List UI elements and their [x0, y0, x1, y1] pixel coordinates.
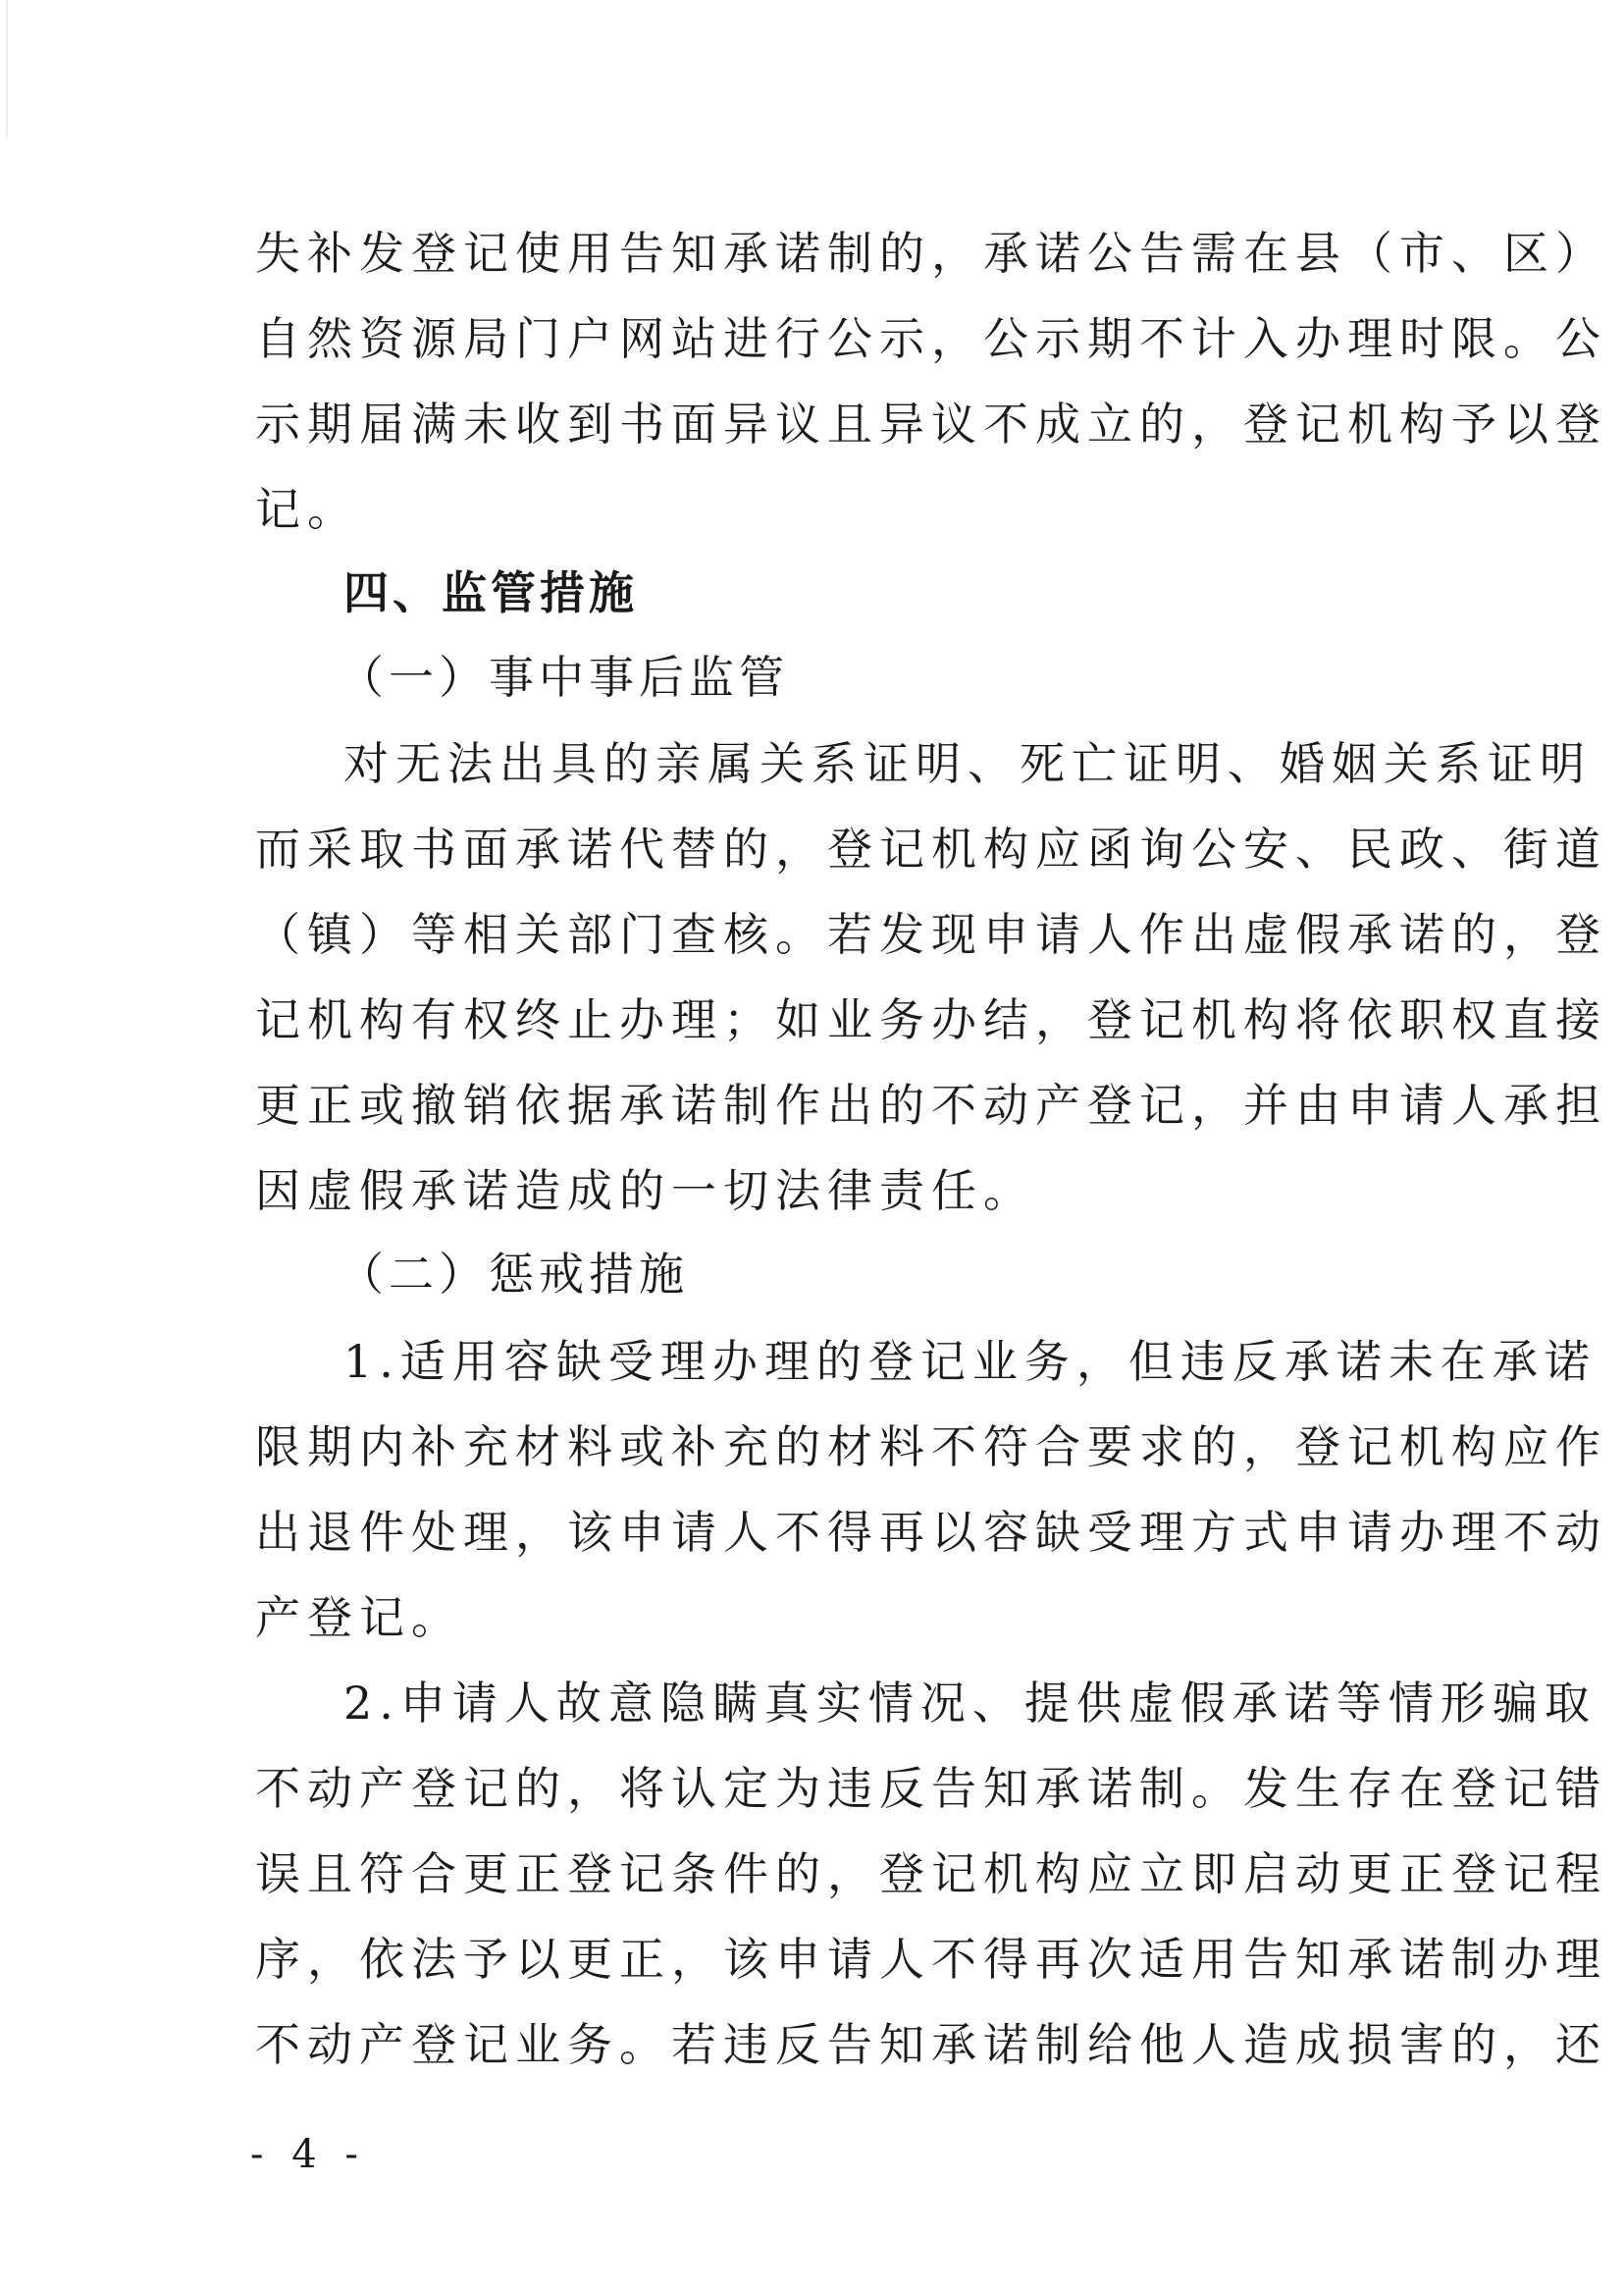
paragraph-2-line-1: 对无法出具的亲属关系证明、死亡证明、婚姻关系证明	[343, 737, 1592, 790]
paragraph-2-line-5: 更正或撤销依据承诺制作出的不动产登记，并由申请人承担	[255, 1079, 1607, 1132]
paragraph-1-line-2: 自然资源局门户网站进行公示，公示期不计入办理时限。公	[255, 312, 1607, 365]
paragraph-3-line-4: 产登记。	[255, 1591, 463, 1644]
paragraph-2-line-4: 记机构有权终止办理；如业务办结，登记机构将依职权直接	[255, 993, 1607, 1046]
paragraph-2-line-3: （镇）等相关部门查核。若发现申请人作出虚假承诺的，登	[255, 908, 1607, 961]
paragraph-4-line-3: 误且符合更正登记条件的，登记机构应立即启动更正登记程	[255, 1847, 1607, 1900]
scan-edge-mark	[6, 0, 8, 137]
paragraph-1-line-3: 示期届满未收到书面异议且异议不成立的，登记机构予以登	[255, 398, 1607, 451]
paragraph-3-line-2: 限期内补充材料或补充的材料不符合要求的，登记机构应作	[255, 1420, 1607, 1473]
paragraph-2-line-6: 因虚假承诺造成的一切法律责任。	[255, 1164, 1035, 1217]
paragraph-4-line-2: 不动产登记的，将认定为违反告知承诺制。发生存在登记错	[255, 1762, 1607, 1815]
section-heading: 四、监管措施	[343, 566, 638, 619]
paragraph-4-line-5: 不动产登记业务。若违反告知承诺制给他人造成损害的，还	[255, 2018, 1607, 2071]
subsection-1-title: （一）事中事后监管	[339, 651, 789, 704]
page-number: - 4 -	[250, 2132, 366, 2177]
paragraph-4-line-1: 2.申请人故意隐瞒真实情况、提供虚假承诺等情形骗取	[343, 1677, 1597, 1730]
paragraph-1-line-1: 失补发登记使用告知承诺制的，承诺公告需在县（市、区）	[255, 227, 1607, 280]
paragraph-4-line-4: 序，依法予以更正，该申请人不得再次适用告知承诺制办理	[255, 1933, 1607, 1986]
subsection-2-title: （二）惩戒措施	[339, 1248, 689, 1301]
paragraph-1-line-4: 记。	[255, 483, 359, 536]
paragraph-3-line-3: 出退件处理，该申请人不得再以容缺受理方式申请办理不动	[255, 1506, 1607, 1559]
paragraph-3-line-1: 1.适用容缺受理办理的登记业务，但违反承诺未在承诺	[343, 1335, 1597, 1388]
paragraph-2-line-2: 而采取书面承诺代替的，登记机构应函询公安、民政、街道	[255, 823, 1607, 876]
